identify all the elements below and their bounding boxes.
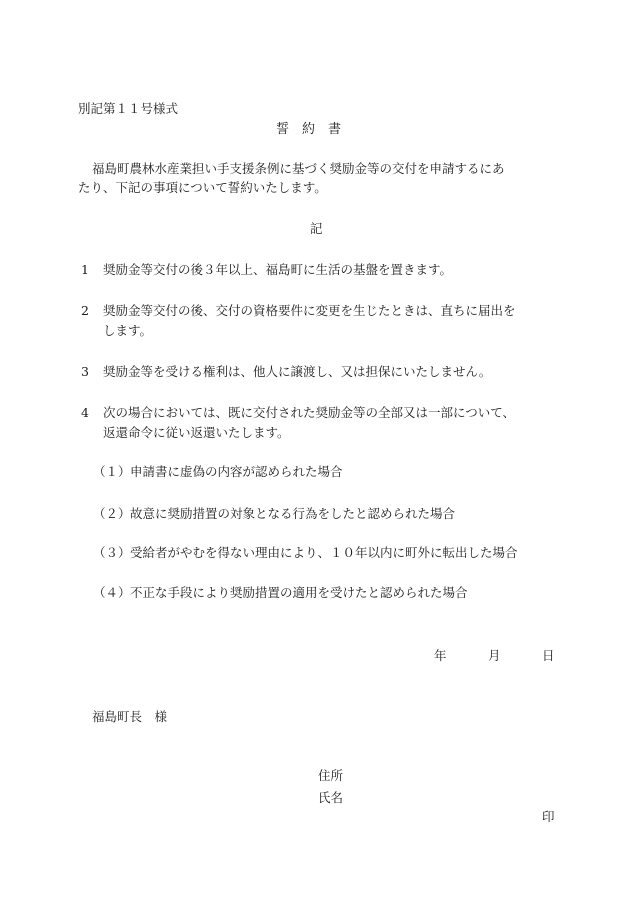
seal-mark: 印 <box>542 809 555 824</box>
date-month: 月 <box>488 648 501 663</box>
item-text: 奨励金等交付の後３年以上、福島町に生活の基盤を置きます。 <box>103 262 453 277</box>
item-number: 3 <box>81 364 89 379</box>
item-text-cont: 返還命令に従い返還いたします。 <box>103 425 290 440</box>
sub-item-text: 申請書に虚偽の内容が認められた場合 <box>130 464 343 479</box>
sub-item-text: 不正な手段により奨励措置の適用を受けたと認められた場合 <box>130 585 468 600</box>
intro-line-2: たり、下記の事項について誓約いたします。 <box>78 180 327 195</box>
item-text: 奨励金等を受ける権利は、他人に譲渡し、又は担保にいたしません。 <box>103 364 492 379</box>
sub-item-text: 故意に奨励措置の対象となる行為をしたと認められた場合 <box>130 506 456 521</box>
addressee: 福島町長 様 <box>92 709 168 724</box>
date-year: 年 <box>434 648 447 663</box>
item-text: 奨励金等交付の後、交付の資格要件に変更を生じたときは、直ちに届出を <box>103 303 516 318</box>
sub-item-text: 受給者がやむを得ない理由により、１０年以内に町外に転出した場合 <box>130 545 518 560</box>
address-label: 住所 <box>318 768 344 783</box>
document-title: 誓 約 書 <box>276 122 342 137</box>
name-label: 氏名 <box>318 790 344 805</box>
sub-item-number: （３） <box>93 545 131 560</box>
item-text-cont: します。 <box>103 323 153 338</box>
ki-heading: 記 <box>310 221 323 236</box>
date-day: 日 <box>542 648 555 663</box>
item-number: 1 <box>81 262 89 277</box>
sub-item-number: （２） <box>93 506 131 521</box>
item-number: 4 <box>81 405 89 420</box>
item-number: 2 <box>81 303 89 318</box>
form-number: 別記第１１号様式 <box>78 101 179 116</box>
sub-item-number: （１） <box>93 464 131 479</box>
item-text: 次の場合においては、既に交付された奨励金等の全部又は一部について、 <box>103 405 516 420</box>
intro-line-1: 福島町農林水産業担い手支援条例に基づく奨励金等の交付を申請するにあ <box>92 161 505 176</box>
sub-item-number: （４） <box>93 585 131 600</box>
